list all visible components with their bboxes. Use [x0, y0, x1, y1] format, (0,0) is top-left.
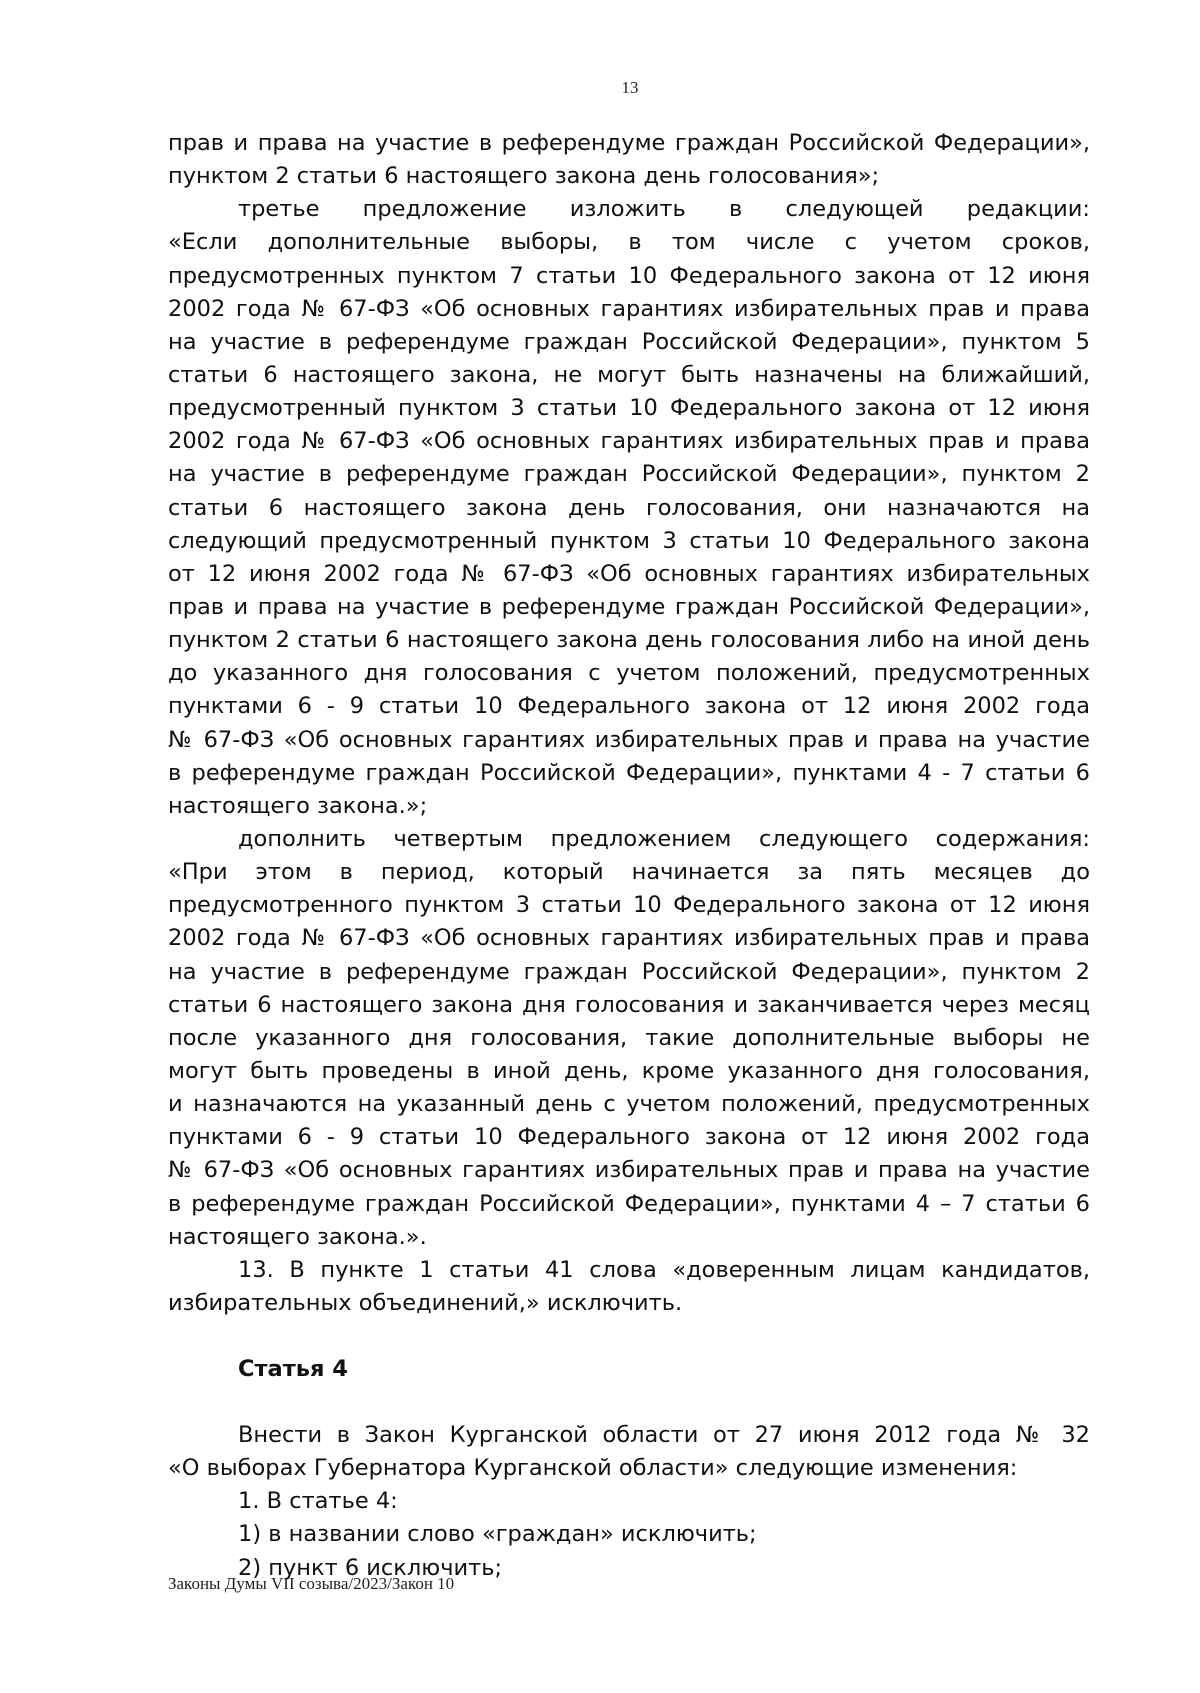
text-line: «При этом в период, который начинается за пять месяцев до	[168, 859, 1090, 886]
text-line: № 67-ФЗ «Об основных гарантиях избирательных прав и права на участие	[168, 1157, 1090, 1184]
text-line: после указанного дня голосования, такие дополнительные выборы не	[168, 1024, 1090, 1051]
document-body	[168, 127, 1090, 1585]
text-line: предусмотренных пунктом 7 статьи 10 Федерального закона от 12 июня	[168, 262, 1090, 289]
text-line: третье предложение изложить в следующей редакции:	[238, 196, 1090, 223]
text-line: настоящего закона.»;	[168, 792, 428, 819]
text-line: в референдуме граждан Российской Федерации», пунктами 4 - 7 статьи 6	[168, 759, 1090, 786]
document-footer: Законы Думы VII созыва/2023/Закон 10	[168, 1574, 455, 1593]
text-line: статьи 6 настоящего закона день голосования, они назначаются на	[168, 494, 1090, 521]
text-line: статьи 6 настоящего закона, не могут быть назначены на ближайший,	[168, 361, 1090, 388]
text-line: «Если дополнительные выборы, в том числе с учетом сроков,	[168, 229, 1090, 256]
text-line: статьи 6 настоящего закона дня голосования и заканчивается через месяц	[168, 991, 1090, 1018]
text-line: могут быть проведены в иной день, кроме указанного дня голосования,	[168, 1057, 1090, 1084]
text-line: следующий предусмотренный пунктом 3 статьи 10 Федерального закона	[168, 527, 1090, 554]
text-line: 2002 года № 67-ФЗ «Об основных гарантиях избирательных прав и права	[168, 295, 1090, 322]
article-heading: Статья 4	[238, 1356, 348, 1383]
text-line: избирательных объединений,» исключить.	[168, 1289, 683, 1316]
text-line: пунктами 6 - 9 статьи 10 Федерального закона от 12 июня 2002 года	[168, 1124, 1090, 1151]
text-line: предусмотренного пунктом 3 статьи 10 Федерального закона от 12 июня	[168, 892, 1090, 919]
text-line: «О выборах Губернатора Курганской области» следующие изменения:	[168, 1455, 1018, 1482]
text-line: 2002 года № 67-ФЗ «Об основных гарантиях избирательных прав и права	[168, 925, 1090, 952]
text-line: прав и права на участие в референдуме граждан Российской Федерации»,	[168, 593, 1090, 620]
text-line: до указанного дня голосования с учетом положений, предусмотренных	[168, 660, 1090, 687]
text-line: пунктом 2 статьи 6 настоящего закона день голосования»;	[168, 163, 880, 190]
spacer	[168, 1386, 1090, 1419]
text-line: прав и права на участие в референдуме граждан Российской Федерации»,	[168, 130, 1090, 156]
text-line: 2) пункт 6 исключить;	[238, 1554, 503, 1581]
text-line: 1) в названии слово «граждан» исключить;	[238, 1521, 757, 1548]
text-line: на участие в референдуме граждан Российской Федерации», пунктом 5	[168, 328, 1090, 355]
text-line: 2002 года № 67-ФЗ «Об основных гарантиях избирательных прав и права	[168, 428, 1090, 455]
text-line: настоящего закона.».	[168, 1223, 427, 1250]
spacer	[168, 1320, 1090, 1353]
text-line: 1. В статье 4:	[238, 1488, 398, 1515]
text-line: и назначаются на указанный день с учетом положений, предусмотренных	[168, 1091, 1090, 1118]
text-line: пунктами 6 - 9 статьи 10 Федерального закона от 12 июня 2002 года	[168, 693, 1090, 720]
text-line: № 67-ФЗ «Об основных гарантиях избирательных прав и права на участие	[168, 726, 1090, 753]
text-line: предусмотренный пунктом 3 статьи 10 Федерального закона от 12 июня	[168, 395, 1090, 422]
page-number: 13	[621, 78, 639, 97]
article-4-text-block	[168, 1419, 1090, 1585]
text-line: в референдуме граждан Российской Федерации», пунктами 4 – 7 статьи 6	[168, 1190, 1090, 1217]
text-line: дополнить четвертым предложением следующего содержания:	[238, 825, 1090, 852]
text-line: на участие в референдуме граждан Российской Федерации», пунктом 2	[168, 461, 1090, 488]
text-line: Внести в Закон Курганской области от 27 июня 2012 года № 32	[238, 1422, 1090, 1449]
text-line: пунктом 2 статьи 6 настоящего закона день голосования либо на иной день	[168, 627, 1090, 654]
text-line: от 12 июня 2002 года № 67-ФЗ «Об основных гарантиях избирательных	[168, 560, 1090, 587]
text-line: на участие в референдуме граждан Российской Федерации», пунктом 2	[168, 958, 1090, 985]
text-line: 13. В пункте 1 статьи 41 слова «доверенным лицам кандидатов,	[238, 1256, 1090, 1283]
amendment-text-block	[168, 127, 1090, 1320]
